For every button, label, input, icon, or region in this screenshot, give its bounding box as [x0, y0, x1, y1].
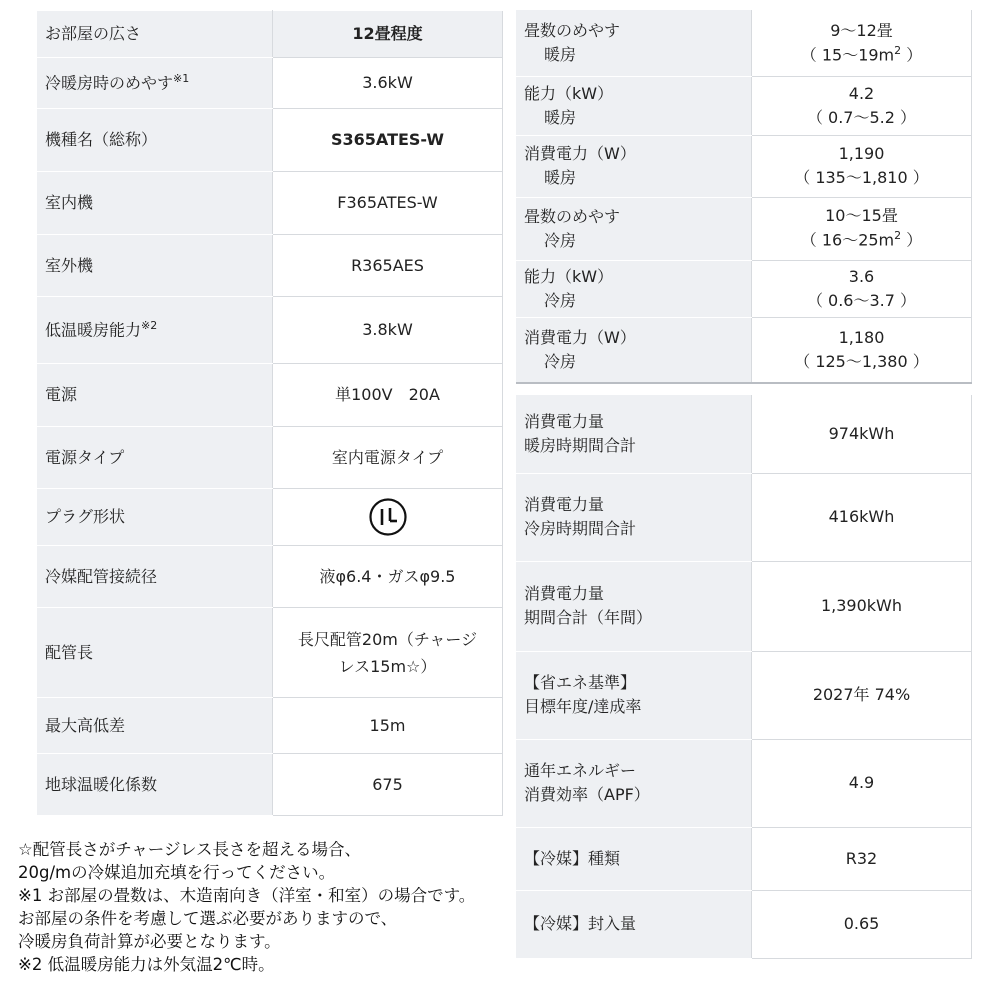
- row-label: プラグ形状: [37, 489, 273, 546]
- table-row: [516, 651, 972, 739]
- row-value: 4.9: [752, 739, 972, 827]
- row-label: 電源タイプ: [37, 427, 273, 489]
- value-range: （ 0.7〜5.2 ）: [806, 107, 917, 127]
- row-label: [516, 739, 752, 827]
- table-row: [516, 10, 972, 76]
- table-row: [37, 698, 503, 754]
- row-value: 416kWh: [752, 473, 972, 561]
- label-text: 畳数のめやす: [524, 206, 621, 226]
- label-line: 期間合計（年間）: [524, 608, 653, 627]
- table-row: [37, 58, 503, 109]
- label-sub: 冷房: [544, 290, 577, 310]
- row-value: R365AES: [273, 235, 503, 297]
- row-value: F365ATES-W: [273, 172, 503, 235]
- row-value: 単100V 20A: [273, 364, 503, 427]
- row-value: [752, 317, 972, 383]
- value-range: （ 125〜1,380 ）: [794, 351, 929, 371]
- row-value: 675: [273, 754, 503, 816]
- label-line: 暖房時期間合計: [524, 435, 637, 455]
- row-value: 12畳程度: [273, 11, 503, 58]
- table-row: [37, 608, 503, 698]
- row-value: 15m: [273, 698, 503, 754]
- row-label: [37, 297, 273, 364]
- value-range: [752, 43, 971, 67]
- row-label: 機種名（総称）: [37, 109, 273, 172]
- row-value: R32: [752, 827, 972, 890]
- label-line: 【省エネ基準】: [524, 673, 637, 692]
- row-value: 3.6kW: [273, 58, 503, 109]
- row-label: [516, 317, 752, 383]
- table-row: [516, 317, 972, 383]
- row-label: 室内機: [37, 172, 273, 235]
- label-text: 消費電力（W）: [524, 144, 636, 163]
- label-text: 消費電力（W）: [524, 327, 636, 347]
- footnote-line: ※2 低温暖房能力は外気温2℃時。: [18, 955, 275, 974]
- spec-table-right-performance: [516, 10, 972, 384]
- row-value: 974kWh: [752, 395, 972, 473]
- row-label: 電源: [37, 364, 273, 427]
- table-row: [516, 76, 972, 135]
- row-label: [516, 197, 752, 260]
- table-row: [516, 739, 972, 827]
- table-row: [37, 754, 503, 816]
- label-text: 畳数のめやす: [524, 20, 621, 40]
- table-row: [516, 260, 972, 317]
- footnote-line: ※1 お部屋の畳数は、木造南向き（洋室・和室）の場合です。: [18, 886, 476, 905]
- row-label: 地球温暖化係数: [37, 754, 273, 816]
- value-main: 1,180: [838, 327, 885, 347]
- row-value: 2027年 74%: [752, 651, 972, 739]
- row-value: [273, 608, 503, 698]
- label-sub: 暖房: [544, 168, 577, 187]
- table-row: [516, 827, 972, 890]
- table-row: [516, 473, 972, 561]
- note-mark: ※2: [141, 318, 158, 332]
- row-label: [516, 561, 752, 651]
- label-line: 消費効率（APF）: [524, 785, 650, 804]
- row-value: 1,390kWh: [752, 561, 972, 651]
- row-label: [516, 135, 752, 197]
- label-sub: 暖房: [544, 44, 577, 64]
- row-value: [752, 135, 972, 197]
- footnote-line: 冷暖房負荷計算が必要となります。: [18, 932, 281, 951]
- label-line: 通年エネルギー: [524, 761, 637, 780]
- table-row: [37, 297, 503, 364]
- row-label: [516, 76, 752, 135]
- table-row: [37, 489, 503, 546]
- footnote-line: 20g/mの冷媒追加充填を行ってください。: [18, 863, 336, 882]
- footnote-line: お部屋の条件を考慮して選ぶ必要がありますので、: [18, 909, 398, 928]
- range-text: （ 15〜19m: [800, 44, 895, 64]
- value-line: 長尺配管20m（チャージ: [297, 629, 478, 649]
- table-row: [37, 11, 503, 58]
- row-value: 3.8kW: [273, 297, 503, 364]
- row-value: [752, 10, 972, 76]
- table-row: [516, 197, 972, 260]
- value-range: [752, 228, 971, 252]
- spec-table-left: [37, 10, 503, 816]
- row-label: 室外機: [37, 235, 273, 297]
- table-row: [516, 395, 972, 473]
- table-row: [516, 890, 972, 958]
- table-row: [516, 135, 972, 197]
- row-value: 室内電源タイプ: [273, 427, 503, 489]
- row-label: 冷媒配管接続径: [37, 546, 273, 608]
- row-label: 【冷媒】封入量: [516, 890, 752, 958]
- row-value: [752, 197, 972, 260]
- row-value: [752, 76, 972, 135]
- value-main: 10〜15畳: [825, 206, 898, 226]
- row-label: [516, 395, 752, 473]
- range-text: ）: [901, 230, 923, 250]
- label-line: 消費電力量: [524, 495, 605, 514]
- value-main: 9〜12畳: [830, 20, 893, 40]
- value-main: 3.6: [848, 266, 875, 286]
- label-sub: 冷房: [544, 351, 577, 371]
- label-sub: 冷房: [544, 230, 577, 250]
- footnote-line: ☆配管長さがチャージレス長さを超える場合、: [18, 840, 362, 859]
- row-value: [752, 260, 972, 317]
- range-text: （ 16〜25m: [800, 230, 895, 250]
- plug-shape-icon: [368, 497, 408, 537]
- value-main: 4.2: [848, 83, 875, 103]
- label-text: 低温暖房能力: [45, 320, 142, 340]
- label-sub: 暖房: [544, 107, 577, 127]
- superscript: 2: [894, 43, 902, 57]
- row-label: [37, 58, 273, 109]
- table-row: [37, 427, 503, 489]
- label-line: 消費電力量: [524, 411, 605, 431]
- value-range: （ 0.6〜3.7 ）: [806, 290, 917, 310]
- table-row: [37, 364, 503, 427]
- label-line: 消費電力量: [524, 584, 605, 603]
- model-name-value: S365ATES-W: [273, 109, 503, 172]
- value-range: （ 135〜1,810 ）: [794, 168, 929, 187]
- table-row: [37, 235, 503, 297]
- row-label: [516, 473, 752, 561]
- label-text: 能力（kW）: [524, 83, 614, 103]
- footnotes: [18, 838, 513, 976]
- row-label: [516, 651, 752, 739]
- row-value: [273, 489, 503, 546]
- superscript: 2: [894, 229, 902, 243]
- row-label: [516, 260, 752, 317]
- table-row: [37, 109, 503, 172]
- row-label: 【冷媒】種類: [516, 827, 752, 890]
- note-mark: ※1: [173, 71, 190, 85]
- label-line: 目標年度/達成率: [524, 697, 642, 716]
- row-label: [516, 10, 752, 76]
- table-row: [516, 561, 972, 651]
- label-text: 冷暖房時のめやす: [45, 73, 174, 93]
- row-label: お部屋の広さ: [37, 11, 273, 58]
- label-text: 能力（kW）: [524, 266, 614, 286]
- row-value: 液φ6.4・ガスφ9.5: [273, 546, 503, 608]
- row-label: 最大高低差: [37, 698, 273, 754]
- label-line: 冷房時期間合計: [524, 519, 637, 538]
- value-main: 1,190: [838, 144, 885, 163]
- value-line: レス15m☆）: [338, 656, 437, 676]
- spec-table-right-energy: [516, 395, 972, 959]
- table-row: [37, 546, 503, 608]
- row-value: 0.65: [752, 890, 972, 958]
- row-label: 配管長: [37, 608, 273, 698]
- table-row: [37, 172, 503, 235]
- range-text: ）: [901, 44, 923, 64]
